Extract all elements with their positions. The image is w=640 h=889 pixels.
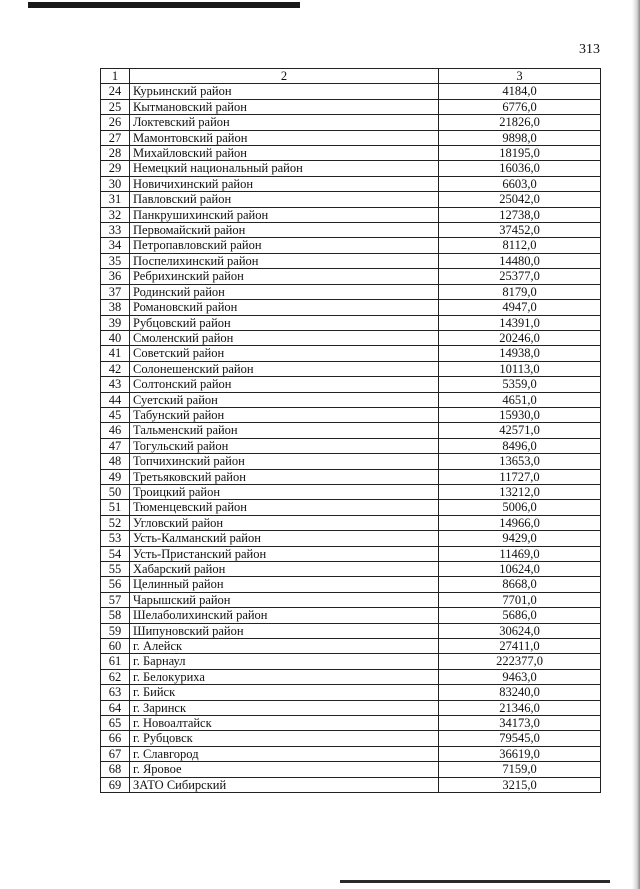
row-value: 4947,0 (439, 300, 601, 315)
row-number: 53 (101, 531, 130, 546)
table-row (101, 146, 601, 161)
district-name: Локтевский район (130, 115, 439, 130)
district-name: Суетский район (130, 392, 439, 407)
district-name: Смоленский район (130, 330, 439, 345)
table-row (101, 484, 601, 499)
row-value: 11727,0 (439, 469, 601, 484)
row-value: 79545,0 (439, 731, 601, 746)
row-number: 42 (101, 361, 130, 376)
row-value: 3215,0 (439, 777, 601, 792)
row-number: 54 (101, 546, 130, 561)
row-number: 57 (101, 592, 130, 607)
district-name: Солонешенский район (130, 361, 439, 376)
district-name: г. Яровое (130, 762, 439, 777)
district-name: Поспелихинский район (130, 253, 439, 268)
row-number: 62 (101, 669, 130, 684)
row-value: 15930,0 (439, 407, 601, 422)
district-name: Мамонтовский район (130, 130, 439, 145)
row-value: 222377,0 (439, 654, 601, 669)
row-value: 8112,0 (439, 238, 601, 253)
table-row (101, 500, 601, 515)
row-number: 33 (101, 223, 130, 238)
table-row (101, 377, 601, 392)
row-number: 24 (101, 84, 130, 99)
scan-border-top (28, 2, 300, 8)
table-row (101, 161, 601, 176)
district-name: Угловский район (130, 515, 439, 530)
row-number: 49 (101, 469, 130, 484)
row-value: 4651,0 (439, 392, 601, 407)
page-number: 313 (579, 42, 600, 57)
table-row (101, 716, 601, 731)
header-col-1: 1 (101, 69, 130, 84)
table-row (101, 99, 601, 114)
table-row (101, 330, 601, 345)
row-value: 5359,0 (439, 377, 601, 392)
row-value: 37452,0 (439, 223, 601, 238)
row-number: 64 (101, 700, 130, 715)
table-row (101, 515, 601, 530)
district-name: Петропавловский район (130, 238, 439, 253)
table-row (101, 438, 601, 453)
district-name: Панкрушихинский район (130, 207, 439, 222)
district-name: Шелаболихинский район (130, 608, 439, 623)
row-number: 36 (101, 269, 130, 284)
header-col-3: 3 (439, 69, 601, 84)
district-name: Хабарский район (130, 562, 439, 577)
district-name: Родинский район (130, 284, 439, 299)
row-value: 9429,0 (439, 531, 601, 546)
row-number: 52 (101, 515, 130, 530)
row-value: 13212,0 (439, 484, 601, 499)
district-name: г. Заринск (130, 700, 439, 715)
table-row (101, 346, 601, 361)
row-value: 20246,0 (439, 330, 601, 345)
row-value: 12738,0 (439, 207, 601, 222)
district-name: Топчихинский район (130, 454, 439, 469)
row-value: 5686,0 (439, 608, 601, 623)
row-value: 8496,0 (439, 438, 601, 453)
table-row (101, 531, 601, 546)
district-name: Новичихинский район (130, 176, 439, 191)
row-number: 30 (101, 176, 130, 191)
district-name: г. Белокуриха (130, 669, 439, 684)
district-name: г. Славгород (130, 746, 439, 761)
row-value: 7159,0 (439, 762, 601, 777)
scan-border-bottom (340, 880, 610, 883)
row-number: 58 (101, 608, 130, 623)
row-number: 25 (101, 99, 130, 114)
district-name: Кытмановский район (130, 99, 439, 114)
row-number: 34 (101, 238, 130, 253)
row-value: 42571,0 (439, 423, 601, 438)
row-value: 10624,0 (439, 562, 601, 577)
district-name: г. Новоалтайск (130, 716, 439, 731)
row-value: 8668,0 (439, 577, 601, 592)
district-name: г. Рубцовск (130, 731, 439, 746)
table-body (101, 69, 601, 793)
row-value: 13653,0 (439, 454, 601, 469)
row-number: 41 (101, 346, 130, 361)
table-row (101, 115, 601, 130)
row-value: 14391,0 (439, 315, 601, 330)
district-name: Шипуновский район (130, 623, 439, 638)
row-value: 34173,0 (439, 716, 601, 731)
table-row (101, 577, 601, 592)
header-col-2: 2 (130, 69, 439, 84)
table-row (101, 608, 601, 623)
row-number: 45 (101, 407, 130, 422)
table-row (101, 253, 601, 268)
row-value: 21346,0 (439, 700, 601, 715)
row-value: 16036,0 (439, 161, 601, 176)
district-name: г. Алейск (130, 639, 439, 654)
district-name: Целинный район (130, 577, 439, 592)
district-name: Курьинский район (130, 84, 439, 99)
table-row (101, 469, 601, 484)
district-name: Рубцовский район (130, 315, 439, 330)
row-value: 30624,0 (439, 623, 601, 638)
district-name: Немецкий национальный район (130, 161, 439, 176)
table-row (101, 623, 601, 638)
row-value: 14480,0 (439, 253, 601, 268)
district-name: Усть-Калманский район (130, 531, 439, 546)
district-name: Табунский район (130, 407, 439, 422)
row-value: 6603,0 (439, 176, 601, 191)
table-row (101, 130, 601, 145)
row-number: 39 (101, 315, 130, 330)
district-name: Усть-Пристанский район (130, 546, 439, 561)
row-value: 5006,0 (439, 500, 601, 515)
table-row (101, 546, 601, 561)
row-number: 65 (101, 716, 130, 731)
row-number: 47 (101, 438, 130, 453)
table-row (101, 762, 601, 777)
district-name: Михайловский район (130, 146, 439, 161)
table-row (101, 223, 601, 238)
table-row (101, 777, 601, 792)
row-number: 46 (101, 423, 130, 438)
table-row (101, 454, 601, 469)
row-number: 29 (101, 161, 130, 176)
row-number: 63 (101, 685, 130, 700)
table-row (101, 84, 601, 99)
row-number: 31 (101, 192, 130, 207)
row-value: 7701,0 (439, 592, 601, 607)
row-value: 10113,0 (439, 361, 601, 376)
row-value: 25042,0 (439, 192, 601, 207)
table-row (101, 176, 601, 191)
row-value: 27411,0 (439, 639, 601, 654)
row-number: 66 (101, 731, 130, 746)
row-value: 14938,0 (439, 346, 601, 361)
table-row (101, 423, 601, 438)
row-number: 38 (101, 300, 130, 315)
row-number: 67 (101, 746, 130, 761)
row-value: 25377,0 (439, 269, 601, 284)
table-row (101, 269, 601, 284)
district-name: Павловский район (130, 192, 439, 207)
row-number: 55 (101, 562, 130, 577)
table-row (101, 731, 601, 746)
header-row (101, 69, 601, 84)
table-row (101, 300, 601, 315)
table-row (101, 700, 601, 715)
row-number: 69 (101, 777, 130, 792)
row-number: 35 (101, 253, 130, 268)
row-number: 48 (101, 454, 130, 469)
table-row (101, 407, 601, 422)
table-row (101, 284, 601, 299)
table-row (101, 392, 601, 407)
table-row (101, 669, 601, 684)
row-number: 44 (101, 392, 130, 407)
district-name: Третьяковский район (130, 469, 439, 484)
row-number: 50 (101, 484, 130, 499)
district-name: г. Барнаул (130, 654, 439, 669)
row-number: 27 (101, 130, 130, 145)
row-number: 60 (101, 639, 130, 654)
district-name: Романовский район (130, 300, 439, 315)
district-name: ЗАТО Сибирский (130, 777, 439, 792)
row-number: 59 (101, 623, 130, 638)
table-row (101, 238, 601, 253)
row-number: 56 (101, 577, 130, 592)
table-row (101, 562, 601, 577)
row-value: 14966,0 (439, 515, 601, 530)
district-name: Троицкий район (130, 484, 439, 499)
district-name: Чарышский район (130, 592, 439, 607)
row-value: 18195,0 (439, 146, 601, 161)
district-name: г. Бийск (130, 685, 439, 700)
row-number: 28 (101, 146, 130, 161)
row-number: 61 (101, 654, 130, 669)
district-name: Тальменский район (130, 423, 439, 438)
row-number: 68 (101, 762, 130, 777)
row-number: 51 (101, 500, 130, 515)
district-name: Солтонский район (130, 377, 439, 392)
row-value: 21826,0 (439, 115, 601, 130)
row-value: 36619,0 (439, 746, 601, 761)
row-value: 4184,0 (439, 84, 601, 99)
table-row (101, 654, 601, 669)
table-row (101, 207, 601, 222)
district-name: Тогульский район (130, 438, 439, 453)
table-row (101, 315, 601, 330)
row-value: 9463,0 (439, 669, 601, 684)
row-number: 26 (101, 115, 130, 130)
row-number: 40 (101, 330, 130, 345)
row-number: 43 (101, 377, 130, 392)
district-name: Советский район (130, 346, 439, 361)
row-value: 11469,0 (439, 546, 601, 561)
row-number: 32 (101, 207, 130, 222)
data-table (100, 68, 601, 793)
row-value: 83240,0 (439, 685, 601, 700)
district-name: Первомайский район (130, 223, 439, 238)
table-row (101, 592, 601, 607)
scan-shadow-right (632, 0, 640, 889)
row-value: 6776,0 (439, 99, 601, 114)
table-row (101, 746, 601, 761)
row-value: 8179,0 (439, 284, 601, 299)
row-number: 37 (101, 284, 130, 299)
table-row (101, 639, 601, 654)
table-row (101, 361, 601, 376)
table-row (101, 192, 601, 207)
row-value: 9898,0 (439, 130, 601, 145)
table-row (101, 685, 601, 700)
district-name: Ребрихинский район (130, 269, 439, 284)
district-name: Тюменцевский район (130, 500, 439, 515)
